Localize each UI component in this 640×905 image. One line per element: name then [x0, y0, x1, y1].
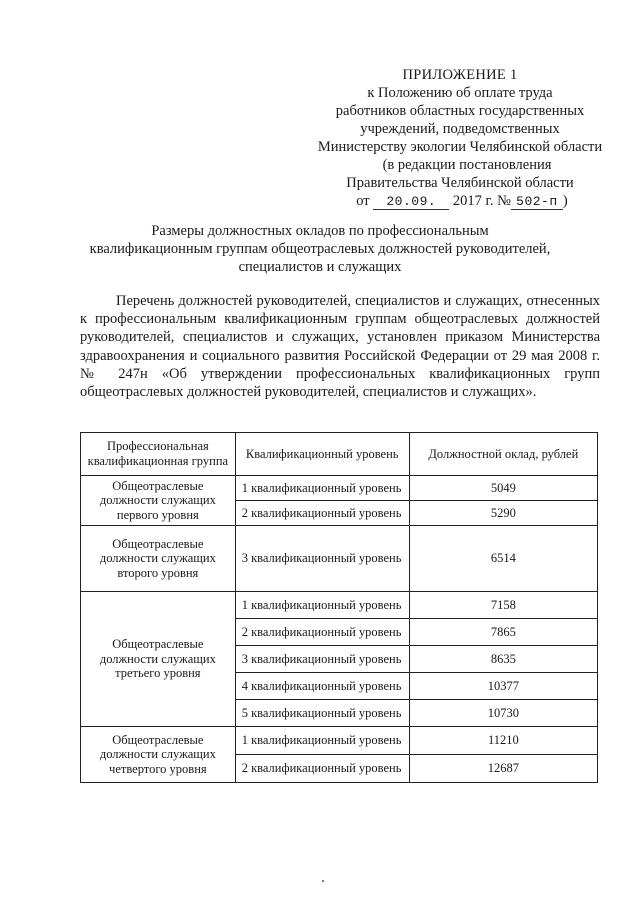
intro-text: Перечень должностей руководителей, специалистов и служащих, отнесенных к профессиональным квалификационным группам общеотраслевых должностей руководителей, специалистов и служащих, установлен приказом Министерства здравоохранения и социального развития Российской Федерации от 29 мая 2008 г. № 247н «Об утверждении профессиональных квалификационных групп общеотраслевых должностей руководителей, специалистов и служащих». [80, 293, 600, 401]
page-speck [322, 880, 324, 882]
salary-cell: 5049 [409, 476, 597, 501]
title-line: квалификационным группам общеотраслевых должностей руководителей, [89, 241, 551, 257]
header-group: Профессиональная квалификационная группа [81, 433, 236, 476]
salary-cell: 5290 [409, 501, 597, 526]
title-line: Размеры должностных окладов по профессиональным [151, 223, 489, 239]
table-row [81, 592, 598, 619]
level-cell: 5 квалификационный уровень [235, 700, 409, 727]
table-row [81, 476, 598, 501]
salary-cell: 8635 [409, 646, 597, 673]
salary-cell: 7865 [409, 619, 597, 646]
level-cell: 1 квалификационный уровень [235, 476, 409, 501]
date-prefix: от [356, 193, 370, 209]
appendix-redaction: (в редакции постановления [382, 157, 552, 173]
salary-cell: 7158 [409, 592, 597, 619]
appendix-line: работников областных государственных [335, 103, 585, 119]
level-cell: 2 квалификационный уровень [235, 501, 409, 526]
document-title [80, 222, 560, 276]
appendix-line: учреждений, подведомственных [360, 121, 560, 137]
year-text: 2017 г. № [452, 193, 511, 209]
intro-paragraph [80, 292, 600, 401]
level-cell: 1 квалификационный уровень [235, 727, 409, 755]
salary-cell: 12687 [409, 755, 597, 783]
header-salary: Должностной оклад, рублей [409, 433, 597, 476]
handwritten-date: 20.09. [373, 195, 449, 210]
salary-cell: 11210 [409, 727, 597, 755]
table-header-row [81, 433, 598, 476]
appendix-title: ПРИЛОЖЕНИЕ 1 [402, 67, 518, 83]
level-cell: 1 квалификационный уровень [235, 592, 409, 619]
level-cell: 2 квалификационный уровень [235, 619, 409, 646]
salary-table [80, 432, 598, 783]
salary-cell: 10377 [409, 673, 597, 700]
header-level: Квалификационный уровень [235, 433, 409, 476]
level-cell: 2 квалификационный уровень [235, 755, 409, 783]
handwritten-number: 502-п [511, 195, 563, 210]
salary-cell: 6514 [409, 526, 597, 592]
appendix-header [300, 66, 620, 210]
appendix-line: к Положению об оплате труда [367, 85, 553, 101]
group-cell: Общеотраслевые должности служащих четвертого уровня [81, 727, 236, 783]
appendix-date-row [300, 192, 620, 210]
closing-paren: ) [562, 193, 568, 209]
appendix-line: Министерству экологии Челябинской области [317, 139, 603, 155]
table-row [81, 727, 598, 755]
title-line: специалистов и служащих [238, 259, 402, 275]
group-cell: Общеотраслевые должности служащих третьего уровня [81, 592, 236, 727]
table-row [81, 526, 598, 592]
salary-cell: 10730 [409, 700, 597, 727]
level-cell: 4 квалификационный уровень [235, 673, 409, 700]
appendix-government: Правительства Челябинской области [346, 175, 574, 191]
group-cell: Общеотраслевые должности служащих первого уровня [81, 476, 236, 526]
level-cell: 3 квалификационный уровень [235, 646, 409, 673]
level-cell: 3 квалификационный уровень [235, 526, 409, 592]
group-cell: Общеотраслевые должности служащих второго уровня [81, 526, 236, 592]
